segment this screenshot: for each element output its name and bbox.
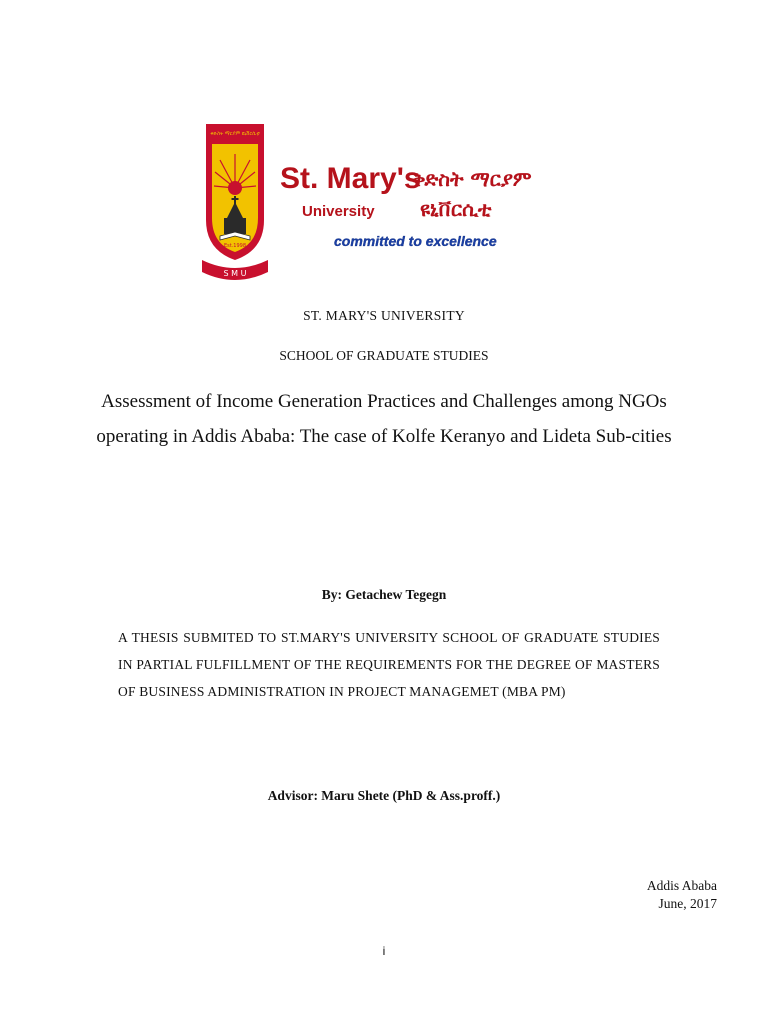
place-date-block: [647, 877, 717, 913]
advisor-line: Advisor: Maru Shete (PhD & Ass.proff.): [267, 788, 501, 803]
thesis-title: Assessment of Income Generation Practices and Challenges among NGOs operating in Addis Ababa: The case of Kolfe Keranyo and Lideta Sub-cities: [96, 391, 672, 447]
shield-ribbon-text: S M U: [223, 269, 247, 278]
author-line: By: Getachew Tegegn: [321, 587, 447, 602]
university-name: ST. MARY'S UNIVERSITY: [303, 308, 465, 323]
shield-emblem: [202, 124, 268, 280]
wordmark-main: St. Mary's: [280, 162, 421, 195]
university-logo: [198, 120, 532, 290]
place-text: Addis Ababa: [646, 878, 717, 893]
date-text: June, 2017: [658, 896, 717, 911]
wordmark-sub: University: [302, 203, 375, 220]
logo-tagline: committed to excellence: [334, 233, 497, 249]
shield-top-text: ቅድስት ማርያም ዩኒቨርሲቲ: [210, 131, 260, 137]
page-number: i: [382, 944, 386, 958]
thesis-statement: A THESIS SUBMITED TO ST.MARY'S UNIVERSITY SCHOOL OF GRADUATE STUDIES IN PARTIAL FULFILLMENT OF THE REQUIREMENTS FOR THE DEGREE OF MASTERS OF BUSINESS ADMINISTRATION IN PROJECT MANAGEMET (MBA PM): [118, 630, 660, 699]
shield-est-text: Est.1998: [223, 243, 247, 249]
school-name: SCHOOL OF GRADUATE STUDIES: [279, 348, 489, 363]
wordmark-amharic-line2: ዩኒቨርሲቲ: [420, 197, 492, 221]
wordmark-amharic-line1: ቅድስት ማርያም: [412, 167, 532, 191]
